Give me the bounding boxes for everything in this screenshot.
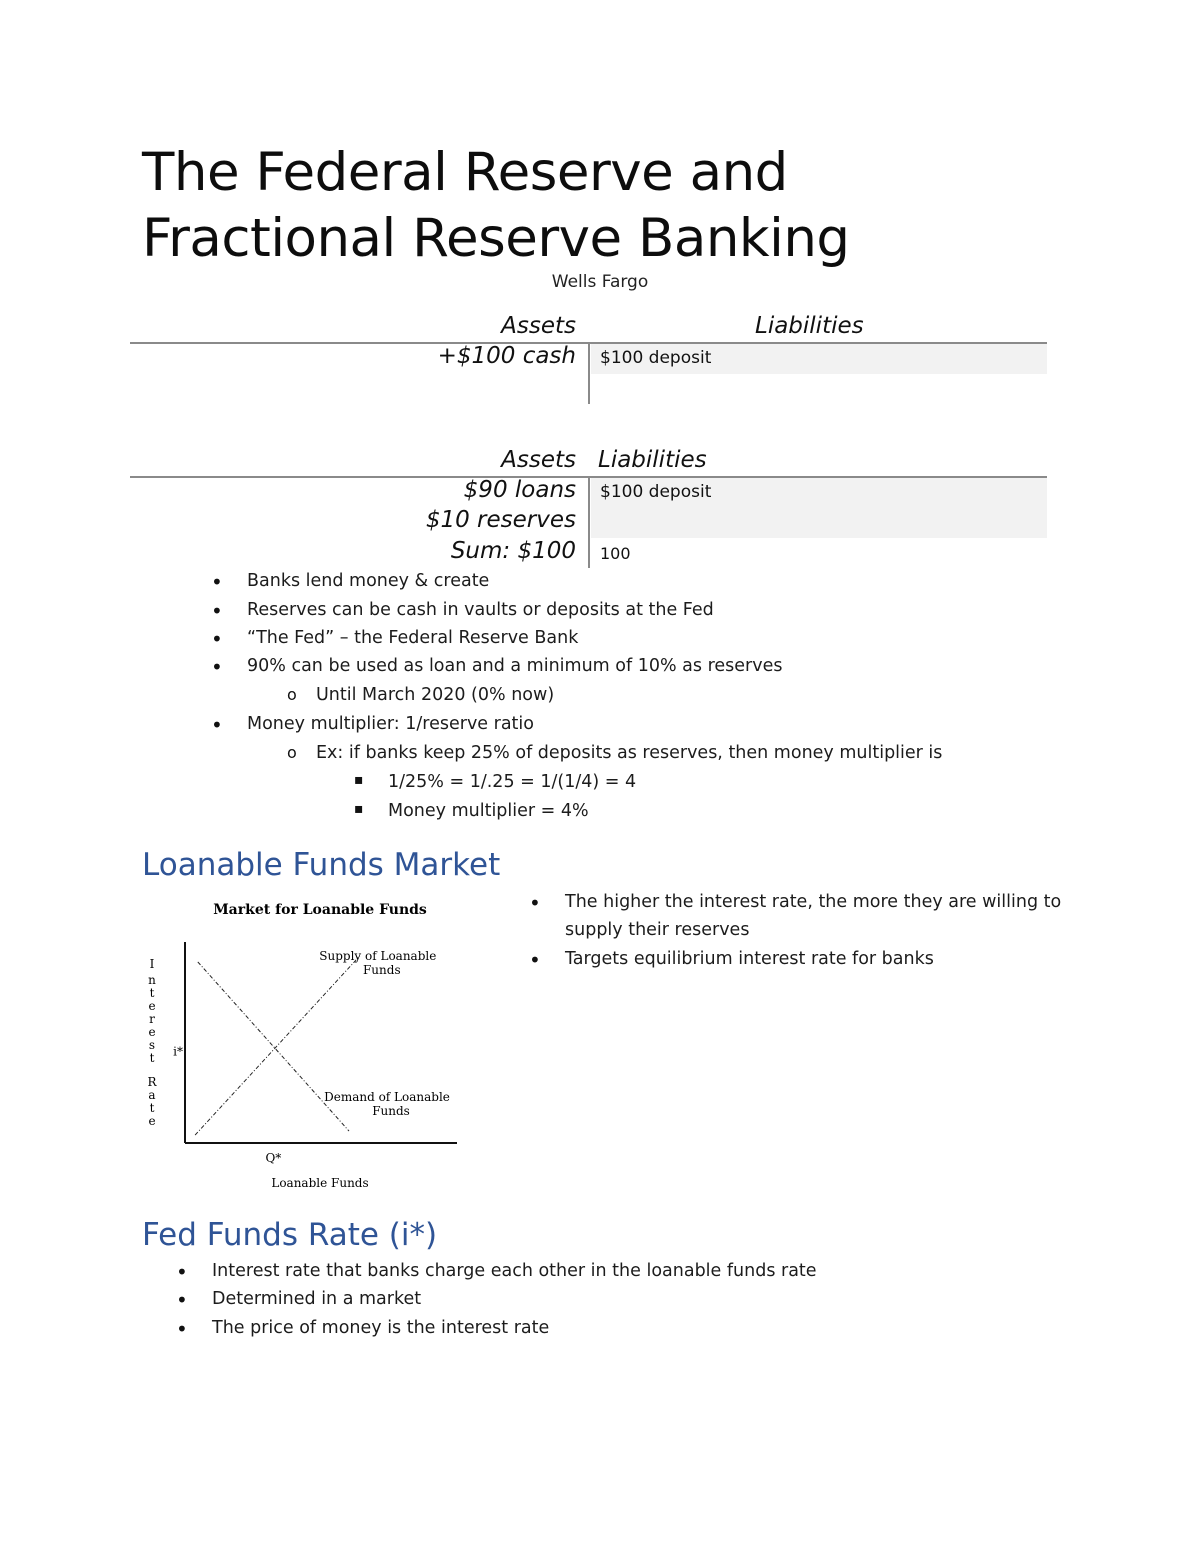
y-axis-label-letter: e bbox=[148, 999, 156, 1013]
list-item: ▪ Money multiplier = 4% bbox=[388, 801, 589, 821]
t-account-divider bbox=[588, 344, 590, 404]
list-item: • Banks lend money & create bbox=[247, 571, 489, 591]
x-axis-label: Loanable Funds bbox=[271, 1176, 369, 1190]
liabilities-header: Liabilities bbox=[598, 447, 707, 473]
supply-curve-label: Supply of Loanable Funds bbox=[319, 948, 437, 977]
liability-deposit: $100 deposit bbox=[600, 348, 712, 368]
y-axis-label-letter: e bbox=[148, 1114, 156, 1128]
y-axis-label-letter: s bbox=[148, 1038, 156, 1052]
y-axis-label-letter: R bbox=[147, 1075, 157, 1089]
y-axis-label-letter: e bbox=[148, 1025, 156, 1039]
y-axis-label-letter: r bbox=[149, 1012, 155, 1026]
list-item: • Targets equilibrium interest rate for banks bbox=[565, 949, 934, 969]
demand-curve bbox=[198, 962, 349, 1131]
y-axis-label-letter: t bbox=[149, 986, 155, 1000]
list-item: • Money multiplier: 1/reserve ratio bbox=[247, 714, 534, 734]
supply-curve bbox=[195, 956, 360, 1135]
asset-loans: $90 loans bbox=[463, 477, 576, 503]
asset-cash: +$100 cash bbox=[437, 343, 576, 369]
assets-header: Assets bbox=[501, 447, 576, 473]
y-axis-label-letter: t bbox=[149, 1101, 155, 1115]
list-item-continuation: supply their reserves bbox=[565, 920, 750, 940]
liabilities-header: Liabilities bbox=[755, 313, 864, 339]
list-item: • Determined in a market bbox=[212, 1289, 421, 1309]
list-item: ▪ 1/25% = 1/.25 = 1/(1/4) = 4 bbox=[388, 772, 636, 792]
y-axis-label-letter: n bbox=[148, 973, 156, 987]
list-item: • The price of money is the interest rate bbox=[212, 1318, 549, 1338]
bank-name: Wells Fargo bbox=[551, 272, 649, 292]
y-tick-label: i* bbox=[173, 1044, 183, 1059]
y-axis-label-letter: a bbox=[148, 1088, 156, 1102]
list-item: • “The Fed” – the Federal Reserve Bank bbox=[247, 628, 578, 648]
asset-reserves: $10 reserves bbox=[425, 507, 576, 533]
list-item: • Interest rate that banks charge each other in the loanable funds rate bbox=[212, 1261, 817, 1281]
series-layer bbox=[195, 949, 450, 1135]
liability-deposit: $100 deposit bbox=[600, 482, 712, 502]
t-account-divider bbox=[588, 478, 590, 568]
section-heading-fed-funds: Fed Funds Rate (i*) bbox=[142, 1217, 438, 1253]
page-title bbox=[142, 140, 1102, 272]
assets-header: Assets bbox=[501, 313, 576, 339]
list-item: o Until March 2020 (0% now) bbox=[316, 685, 554, 705]
title-line-1: The Federal Reserve and bbox=[142, 142, 788, 203]
chart-title: Market for Loanable Funds bbox=[213, 902, 427, 918]
y-axis-label-letter: I bbox=[149, 957, 155, 971]
list-item: o Ex: if banks keep 25% of deposits as reserves, then money multiplier is bbox=[316, 743, 942, 763]
y-axis-label-letter: t bbox=[149, 1051, 155, 1065]
list-item: • Reserves can be cash in vaults or deposits at the Fed bbox=[247, 600, 714, 620]
list-item: • The higher the interest rate, the more they are willing to bbox=[565, 892, 1061, 912]
asset-sum: Sum: $100 bbox=[450, 538, 576, 564]
section-heading-loanable-funds: Loanable Funds Market bbox=[142, 847, 501, 883]
x-tick-label: Q* bbox=[265, 1151, 282, 1165]
title-line-2: Fractional Reserve Banking bbox=[142, 208, 850, 269]
y-axis-label bbox=[147, 957, 157, 1128]
demand-curve-label: Demand of Loanable Funds bbox=[324, 1090, 450, 1119]
liability-sum: 100 bbox=[600, 544, 631, 563]
list-item: • 90% can be used as loan and a minimum of 10% as reserves bbox=[247, 656, 782, 676]
loanable-funds-chart bbox=[130, 890, 490, 1195]
